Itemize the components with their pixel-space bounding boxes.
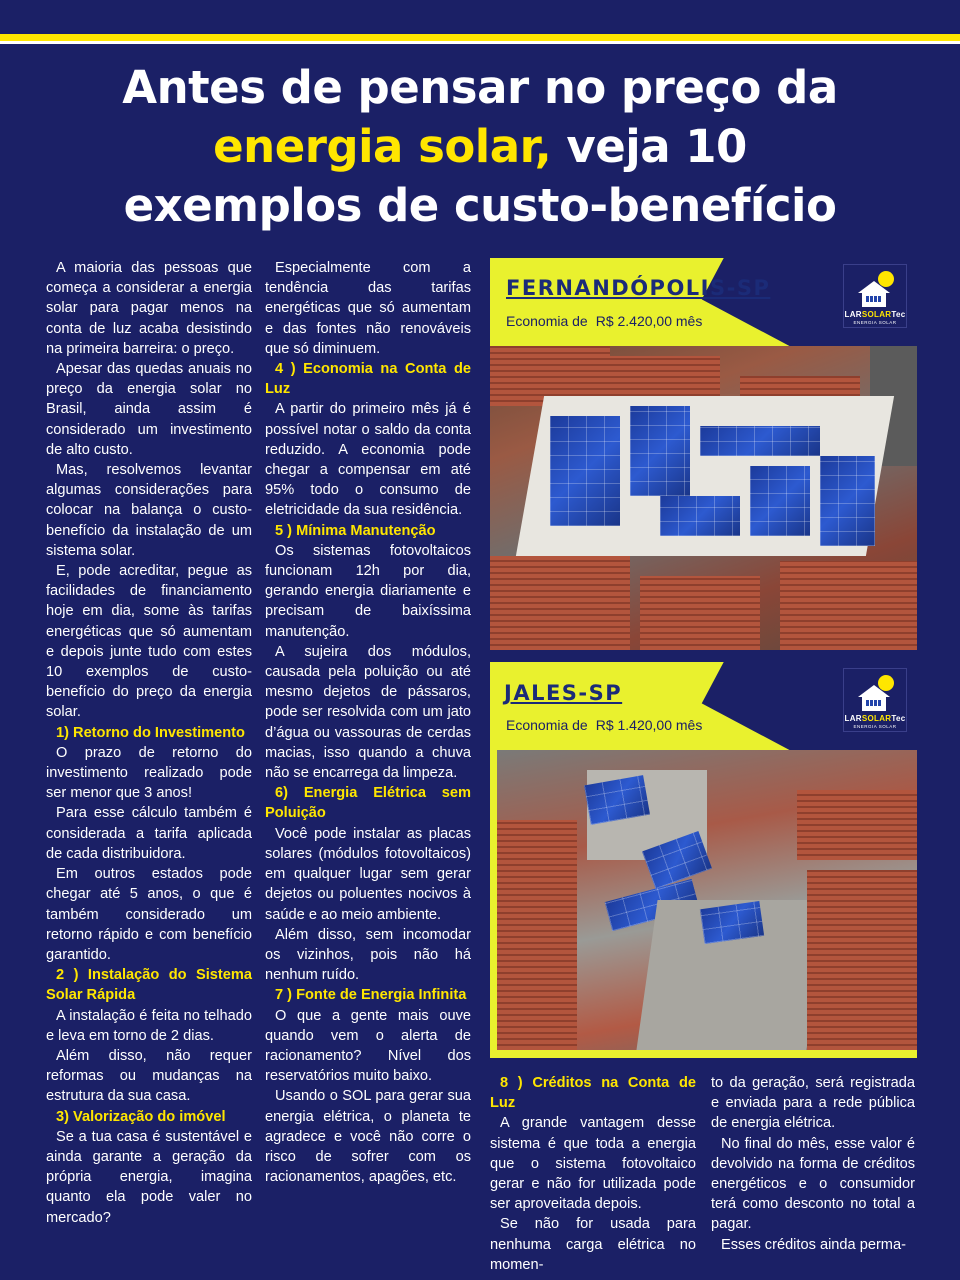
paragraph: A grande vantagem desse sistema é que toda a energia que o sistema fotovoltaico gerar e não for utilizada pode ser aproveitada depois.	[490, 1115, 696, 1213]
house-icon	[862, 293, 886, 307]
paragraph: Além disso, sem incomodar os vizinhos, pois não há nenhum ruído.	[265, 926, 471, 984]
section-heading: 5 ) Mínima Manutenção	[275, 522, 436, 539]
top-yellow-stripe	[0, 34, 960, 41]
paragraph: Esses créditos ainda perma-	[721, 1236, 906, 1253]
top-white-stripe	[0, 41, 960, 44]
paragraph: Usando o SOL para gerar sua energia elétrica, o planeta te agradece e você não corre o risco de sofrer com os racionamentos, apagões, etc.	[265, 1088, 471, 1186]
logo-name: LARSOLARTec	[844, 310, 906, 319]
article-column-1	[46, 258, 252, 1228]
card-savings	[506, 717, 702, 733]
house-roof-icon	[858, 685, 890, 697]
paragraph: Para esse cálculo também é considerada a tarifa aplicada de cada distribuidora.	[46, 805, 252, 862]
paragraph: Em outros estados pode chegar até 5 anos, o que é também considerado um retorno rápido e com benefício garantido.	[46, 866, 252, 963]
card-city: JALES-SP	[504, 681, 623, 705]
paragraph: Se a tua casa é sustentável e ainda garante a geração da própria energia, imagina quanto ela pode valer no mercado?	[46, 1128, 252, 1226]
paragraph: Mas, resolvemos levantar algumas considerações para colocar na balança o custo-benefício da instalação de um sistema solar.	[46, 462, 252, 559]
case-card-jales	[490, 662, 917, 1058]
section-heading: 2 ) Instalação do Sistema Solar Rápida	[46, 967, 252, 1004]
savings-value: R$ 1.420,00 mês	[595, 717, 703, 733]
headline-line3: exemplos de custo-benefício	[123, 179, 837, 232]
headline	[20, 58, 940, 235]
house-icon	[862, 697, 886, 711]
headline-highlight: energia solar,	[213, 120, 552, 173]
paragraph: Apesar das quedas anuais no preço da energia solar no Brasil, ainda assim é considerado um investimento de alto custo.	[46, 361, 252, 458]
paragraph: A sujeira dos módulos, causada pela poluição ou até mesmo dejetos de pássaros, pode ser resolvida com um jato d’água ou vassouras de cerdas macias, isso quando a chuva não se encarrega da limpeza.	[265, 643, 471, 782]
paragraph: Além disso, não requer reformas ou mudanças na estrutura da sua casa.	[46, 1047, 252, 1105]
paragraph: Os sistemas fotovoltaicos funcionam 12h por dia, gerando energia diariamente e precisam de baixíssima manutenção.	[265, 542, 471, 640]
logo-subtitle: ENERGIA SOLAR	[853, 724, 897, 729]
savings-label: Economia de	[506, 313, 588, 329]
paragraph: A partir do primeiro mês já é possível notar o saldo da conta reduzido. A economia pode chegar a compensar em até 95% todo o consumo de eletricidade da sua residência.	[265, 401, 471, 519]
card-city: FERNANDÓPOLIS-SP	[506, 276, 771, 300]
section-heading: 6) Energia Elétrica sem Poluição	[265, 785, 471, 822]
paragraph: to da geração, será registrada e enviada para a rede pública de energia elétrica.	[711, 1075, 915, 1132]
headline-line2-rest: veja 10	[551, 120, 747, 173]
aerial-photo-fernandopolis	[490, 346, 917, 650]
paragraph: O que a gente mais ouve quando vem o alerta de racionamento? Nível dos reservatórios muito baixo.	[265, 1007, 471, 1085]
article-column-4	[711, 1073, 915, 1255]
paragraph: No final do mês, esse valor é devolvido na forma de créditos energéticos e o consumidor terá como desconto no total a pagar.	[711, 1135, 915, 1233]
house-roof-icon	[858, 281, 890, 293]
section-heading: 3) Valorização do imóvel	[56, 1108, 226, 1125]
larsolar-logo	[843, 264, 907, 328]
section-heading: 4 ) Economia na Conta de Luz	[265, 361, 471, 398]
paragraph: Se não for usada para nenhuma carga elétrica no momen-	[490, 1216, 696, 1273]
case-card-fernandopolis	[490, 258, 917, 650]
card-savings	[506, 313, 702, 329]
paragraph: A maioria das pessoas que começa a considerar a energia solar para pagar menos na conta de luz acaba desistindo na primeira barreira: o preço.	[46, 260, 252, 357]
article-column-2	[265, 258, 471, 1187]
savings-label: Economia de	[506, 717, 588, 733]
section-heading: 8 ) Créditos na Conta de Luz	[490, 1075, 696, 1112]
paragraph: Especialmente com a tendência das tarifas energéticas que só aumentam e das fontes não renováveis que só diminuem.	[265, 260, 471, 357]
section-heading: 1) Retorno do Investimento	[56, 724, 245, 741]
article-column-3	[490, 1073, 696, 1275]
paragraph: O prazo de retorno do investimento realizado pode ser menor que 3 anos!	[46, 744, 252, 802]
aerial-photo-jales	[497, 750, 917, 1050]
logo-subtitle: ENERGIA SOLAR	[853, 320, 897, 325]
paragraph: Você pode instalar as placas solares (módulos fotovoltaicos) em qualquer lugar sem gerar dejetos ou poluentes nocivos à saúde e ao meio ambiente.	[265, 825, 471, 923]
savings-value: R$ 2.420,00 mês	[595, 313, 703, 329]
logo-name: LARSOLARTec	[844, 714, 906, 723]
headline-line1: Antes de pensar no preço da	[122, 61, 838, 114]
section-heading: 7 ) Fonte de Energia Infinita	[275, 987, 467, 1004]
paragraph: A instalação é feita no telhado e leva em torno de 2 dias.	[46, 1007, 252, 1044]
larsolar-logo	[843, 668, 907, 732]
paragraph: E, pode acreditar, pegue as facilidades de financiamento hoje em dia, some às tarifas energéticas que só aumentam e depois junte tudo com estes 10 exemplos de custo-benefício do preço da energia solar.	[46, 563, 252, 721]
